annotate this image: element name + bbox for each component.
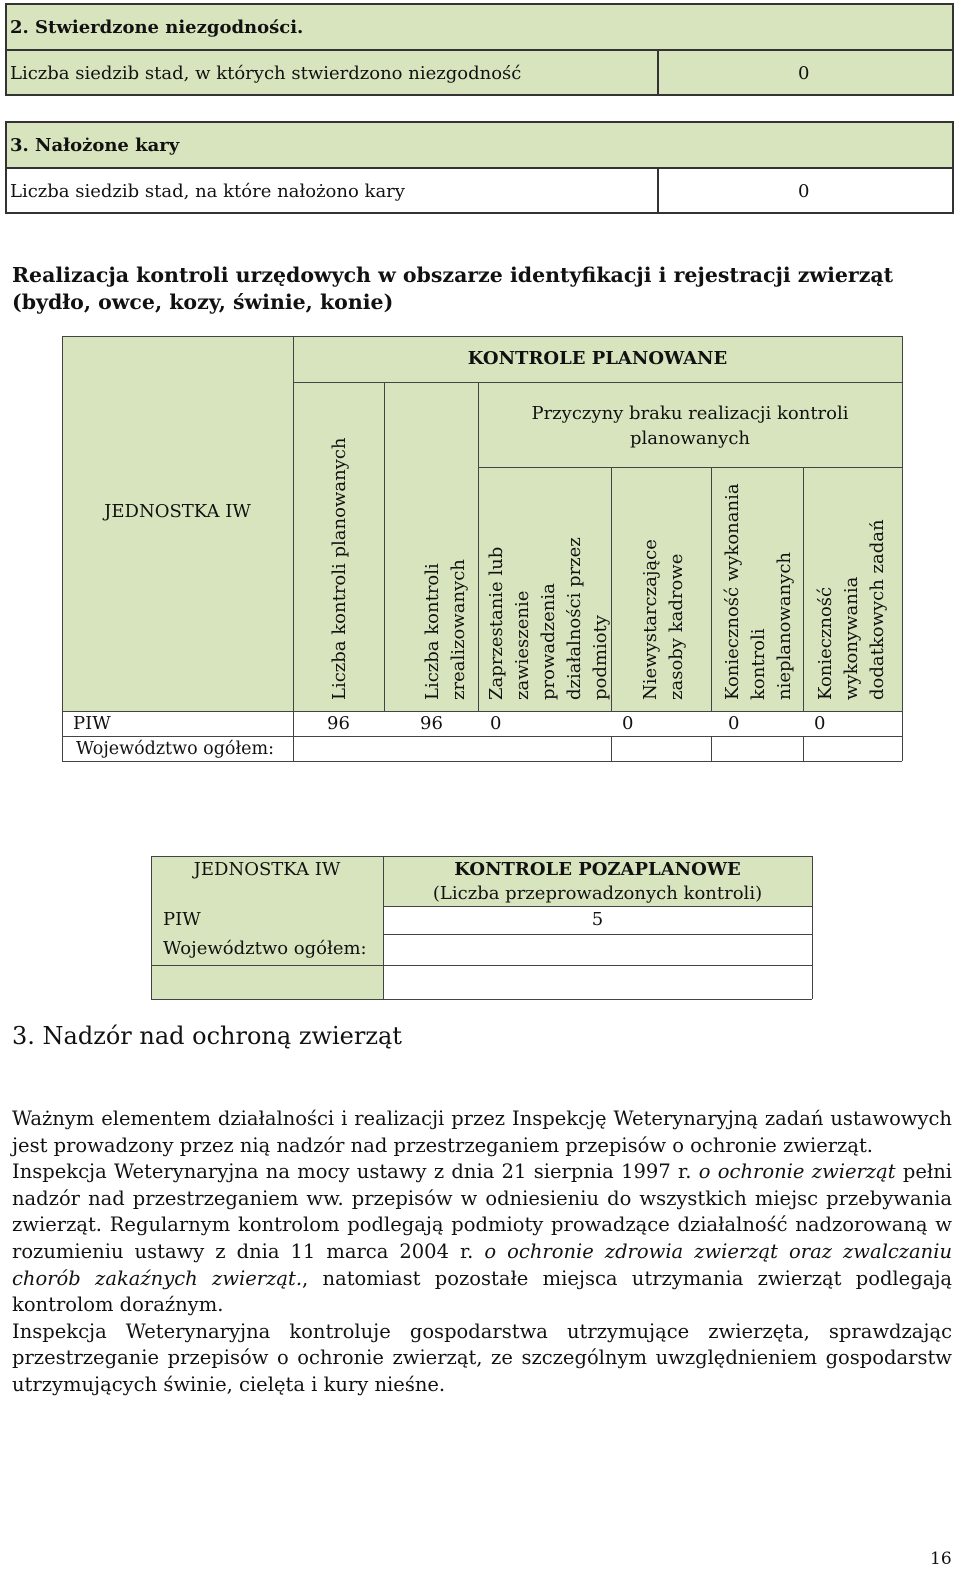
section2-heading: 2. Stwierdzone niezgodności. — [10, 17, 304, 38]
realizacja-heading: Realizacja kontroli urzędowych w obszarze identyfikacji i rejestracji zwierząt (bydło, owce, kozy, świnie, konie) — [12, 263, 894, 314]
section3-divider — [657, 168, 659, 213]
section3-heading: 3. Nałożone kary — [10, 135, 180, 156]
row-value: 0 — [814, 713, 826, 734]
unplanned-unit-header: JEDNOSTKA IW — [193, 859, 341, 880]
section2-divider — [657, 50, 659, 95]
row-unit: Województwo ogółem: — [76, 739, 274, 759]
nadzor-body — [12, 1106, 952, 1399]
reason-col-3: Konieczność wykonania kontroli nieplanowanych — [722, 483, 795, 700]
reason-col-2: Niewystarczające zasoby kadrowe — [640, 539, 687, 700]
unplanned-group-header: KONTROLE POZAPLANOWE — [454, 859, 741, 880]
col-done-header: Liczba kontroli zrealizowanych — [422, 559, 469, 700]
section2-row-label: Liczba siedzib stad, w których stwierdzono niezgodność — [10, 63, 522, 84]
planned-unit-header: JEDNOSTKA IW — [104, 501, 251, 522]
col-planned-header: Liczba kontroli planowanych — [329, 437, 350, 700]
section2-row-value: 0 — [798, 63, 810, 84]
row-unit: Województwo ogółem: — [163, 938, 367, 959]
nadzor-heading: 3. Nadzór nad ochroną zwierząt — [12, 1022, 402, 1050]
row-value: 0 — [728, 713, 740, 734]
paragraph: Ważnym elementem działalności i realizacji przez Inspekcję Weterynaryjną zadań ustawowych jest prowadzony przez nią nadzór nad przestrzeganiem przepisów o ochronie zwierząt. — [12, 1107, 952, 1157]
row-value: 0 — [490, 713, 502, 734]
row-value: 96 — [327, 713, 350, 734]
section3-row-label: Liczba siedzib stad, na które nałożono kary — [10, 181, 405, 202]
reason-col-1: Zaprzestanie lub zawieszenie prowadzenia działalności przez podmioty — [486, 537, 611, 700]
row-unit: PIW — [73, 713, 111, 734]
planned-group-header: KONTROLE PLANOWANE — [467, 348, 728, 369]
row-value: 0 — [622, 713, 634, 734]
section3-row-value: 0 — [798, 181, 810, 202]
row-value: 96 — [420, 713, 443, 734]
paragraph: Inspekcja Weterynaryjna kontroluje gospodarstwa utrzymujące zwierzęta, sprawdzając przestrzeganie przepisów o ochronie zwierząt, ze szczególnym uwzględnieniem gospodarstw utrzymujących świnie, cielęta i kury nieśne. — [12, 1319, 952, 1396]
page-number: 16 — [930, 1549, 952, 1569]
paragraph: Inspekcja Weterynaryjna na mocy ustawy z dnia 21 sierpnia 1997 r. o ochronie zwierząt pełni nadzór nad przestrzeganiem ww. przepisów w odniesieniu do wszystkich miejsc przebywania zwierząt. Regularnym kontrolom podlegają podmioty prowadzące działalność nadzorowaną w rozumieniu ustawy z dnia 11 marca 2004 r. o ochronie zdrowia zwierząt oraz zwalczaniu chorób zakaźnych zwierząt., natomiast pozostałe miejsca utrzymania zwierząt podlegają kontrolom doraźnym. — [12, 1160, 953, 1317]
reason-col-4: Konieczność wykonywania dodatkowych zadań — [815, 519, 888, 700]
row-unit: PIW — [163, 909, 201, 930]
reasons-header: Przyczyny braku realizacji kontroli planowanych — [531, 403, 849, 449]
unplanned-group-subheader: (Liczba przeprowadzonych kontroli) — [432, 883, 763, 904]
row-value: 5 — [591, 909, 604, 930]
